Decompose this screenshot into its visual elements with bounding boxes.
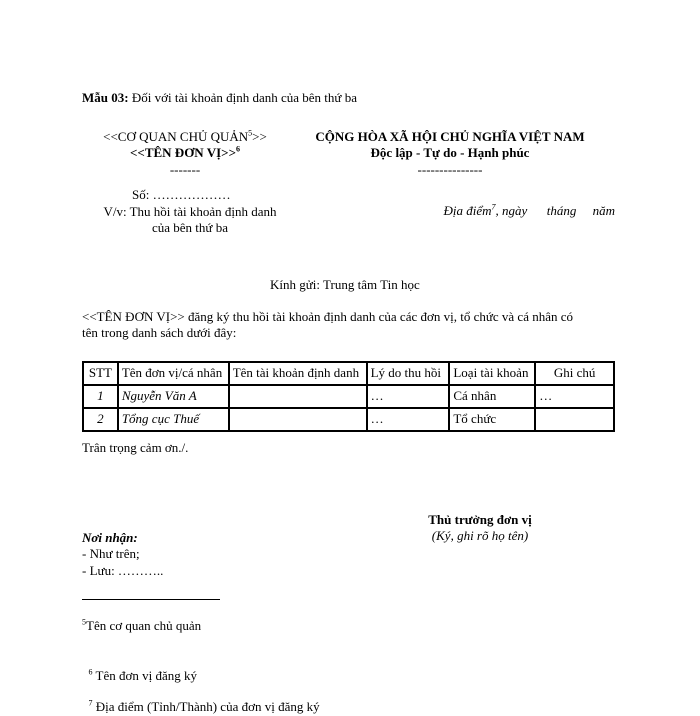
cell-stt: 1 bbox=[83, 385, 118, 408]
cell-reason: … bbox=[367, 385, 450, 408]
signature-title: Thủ trưởng đơn vị bbox=[428, 512, 532, 527]
salutation: Kính gửi: Trung tâm Tin học bbox=[270, 277, 420, 292]
cell-unit-name: Nguyễn Văn A bbox=[118, 385, 229, 408]
document-number: Số: ……………… bbox=[132, 187, 231, 202]
header-account-name: Tên tài khoản định danh bbox=[229, 362, 367, 385]
agency-name: <<CƠ QUAN CHỦ QUẢN$^5$>> bbox=[103, 128, 267, 144]
footnote-6: $^6$ Tên đơn vị đăng ký bbox=[88, 667, 197, 684]
subject-block bbox=[90, 204, 290, 237]
cell-account-name bbox=[229, 408, 367, 431]
form-heading bbox=[82, 90, 357, 106]
footnote-7: $^7$ Địa điểm (Tỉnh/Thành) của đơn vị đăng ký bbox=[88, 698, 320, 715]
header-reason: Lý do thu hồi bbox=[367, 362, 450, 385]
agency-dashes: ------- bbox=[169, 161, 201, 177]
table-row bbox=[83, 408, 614, 431]
header-note: Ghi chú bbox=[535, 362, 614, 385]
nation-title: CỘNG HÒA XÃ HỘI CHỦ NGHĨA VIỆT NAM bbox=[315, 129, 585, 144]
signature-subtitle: (Ký, ghi rõ họ tên) bbox=[431, 528, 529, 544]
cell-unit-name: Tổng cục Thuế bbox=[118, 408, 229, 431]
subject-line-1: V/v: Thu hồi tài khoản định danh bbox=[103, 204, 277, 219]
cell-reason: … bbox=[367, 408, 450, 431]
cell-note bbox=[535, 408, 614, 431]
agency-block bbox=[80, 129, 290, 178]
place-date: Địa điểm$^7$, ngày tháng năm bbox=[443, 202, 616, 219]
recipients-block bbox=[82, 530, 163, 579]
nation-block bbox=[300, 129, 600, 178]
nation-motto: Độc lập - Tự do - Hạnh phúc bbox=[370, 145, 530, 161]
recipient-item: - Lưu: ……….. bbox=[82, 562, 164, 578]
revocation-table bbox=[82, 361, 615, 432]
header-unit-name: Tên đơn vị/cá nhân bbox=[118, 362, 229, 385]
intro-line-2: tên trong danh sách dưới đây: bbox=[82, 325, 237, 340]
subject-line-2: của bên thứ ba bbox=[152, 220, 228, 236]
cell-account-name bbox=[229, 385, 367, 408]
closing-line: Trân trọng cảm ơn./. bbox=[82, 440, 189, 455]
cell-account-type: Cá nhân bbox=[449, 385, 535, 408]
recipients-label: Nơi nhận: bbox=[82, 530, 138, 545]
form-title: Đối với tài khoản định danh của bên thứ ba bbox=[128, 90, 357, 105]
form-label: Mẫu 03: bbox=[82, 90, 129, 105]
intro-line-1: <<TÊN ĐƠN VỊ>> đăng ký thu hồi tài khoản định danh của các đơn vị, tổ chức và cá nhân có bbox=[82, 309, 574, 324]
header-account-type: Loại tài khoản bbox=[449, 362, 535, 385]
unit-name: <<TÊN ĐƠN VỊ>>$^6$ bbox=[130, 144, 240, 161]
table-row bbox=[83, 385, 614, 408]
cell-account-type: Tổ chức bbox=[449, 408, 535, 431]
nation-dashes: --------------- bbox=[417, 161, 483, 177]
footnote-5: $^5$Tên cơ quan chủ quản bbox=[82, 617, 202, 633]
cell-note: … bbox=[535, 385, 614, 408]
signature-block bbox=[400, 512, 560, 545]
cell-stt: 2 bbox=[83, 408, 118, 431]
header-stt: STT bbox=[83, 362, 118, 385]
recipient-item: - Như trên; bbox=[82, 546, 140, 562]
table-header-row bbox=[83, 362, 614, 385]
footnote-separator bbox=[82, 599, 220, 600]
